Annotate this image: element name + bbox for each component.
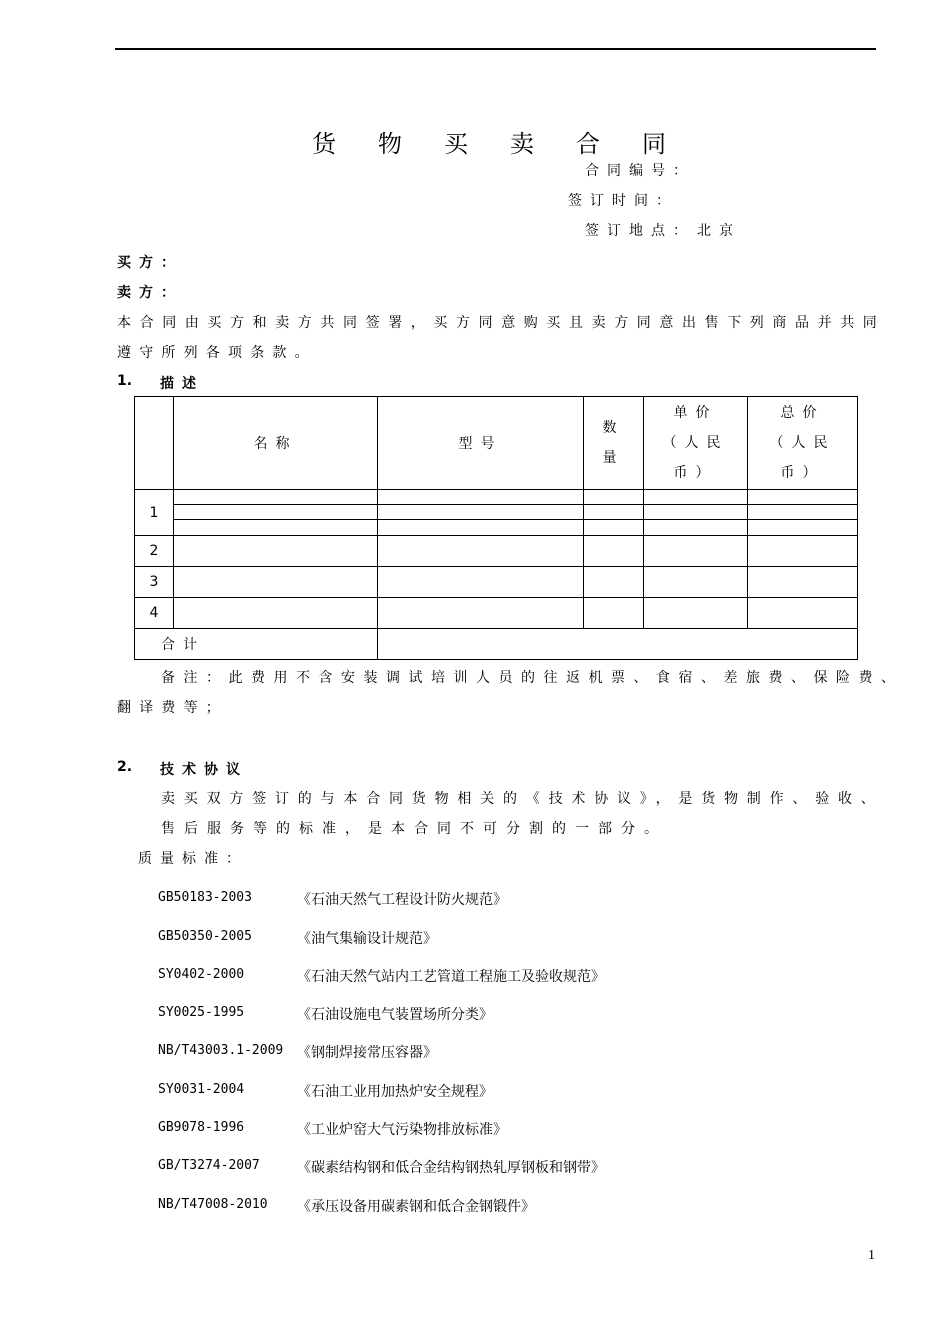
sign-place-label: 签订地点：: [585, 223, 695, 239]
row-index: 2: [135, 536, 174, 567]
table-row: [135, 520, 858, 536]
table-cell: [174, 520, 378, 536]
row-index: 1: [135, 490, 174, 536]
table-cell: [748, 567, 858, 598]
table-cell: [584, 490, 644, 505]
note-line-2: 翻译费等；: [117, 700, 228, 716]
header-total-price-line-2: （人民: [769, 435, 836, 451]
table-total-row: [135, 629, 858, 660]
sign-place-value: 北京: [697, 223, 741, 239]
header-unit-price: [644, 397, 748, 490]
section-1-heading: 描述: [160, 376, 204, 392]
table-row: [135, 536, 858, 567]
standard-code: GB50350-2005: [158, 929, 252, 944]
header-quantity: [584, 397, 644, 490]
table-row: [135, 598, 858, 629]
row-index: 3: [135, 567, 174, 598]
standard-code: SY0025-1995: [158, 1005, 245, 1020]
section-1-number: 1.: [117, 373, 133, 389]
header-unit-price-line-3: 币）: [673, 465, 718, 481]
section-2-heading: 技术协议: [160, 762, 248, 778]
table-cell: [644, 536, 748, 567]
table-cell: [584, 567, 644, 598]
table-cell: [748, 490, 858, 505]
seller-label: 卖方：: [117, 285, 183, 301]
standard-code: GB50183-2003: [158, 890, 252, 905]
standard-code: GB9078-1996: [158, 1120, 245, 1135]
table-cell: [174, 505, 378, 520]
header-quantity-line-2: 量: [602, 450, 625, 466]
table-row: [135, 490, 858, 505]
header-rule: [115, 48, 876, 50]
standard-name: 《钢制焊接常压容器》: [297, 1045, 437, 1061]
table-cell: [644, 505, 748, 520]
table-cell: [378, 520, 584, 536]
standard-name: 《承压设备用碳素钢和低合金钢锻件》: [297, 1199, 535, 1215]
quality-standards-label: 质量标准：: [138, 851, 248, 867]
table-cell: [174, 598, 378, 629]
total-label: 合计: [135, 629, 378, 660]
table-cell: [748, 598, 858, 629]
standard-name: 《工业炉窑大气污染物排放标准》: [297, 1122, 507, 1138]
standard-name: 《石油设施电气装置场所分类》: [297, 1007, 493, 1023]
table-row: [135, 567, 858, 598]
standard-code: SY0402-2000: [158, 967, 245, 982]
standard-name: 《石油工业用加热炉安全规程》: [297, 1084, 493, 1100]
table-cell: [748, 505, 858, 520]
tech-agreement-line-2: 售后服务等的标准，是本合同不可分割的一部分。: [161, 821, 667, 837]
header-index-cell: [135, 397, 174, 490]
table-cell: [644, 567, 748, 598]
total-value-cell: [378, 629, 858, 660]
tech-agreement-line-1: 卖买双方签订的与本合同货物相关的《技术协议》，是货物制作、验收、: [161, 791, 884, 807]
standard-name: 《石油天然气工程设计防火规范》: [297, 892, 507, 908]
contract-number-label: 合同编号：: [585, 163, 695, 179]
header-name: 名称: [174, 397, 378, 490]
standard-name: 《油气集输设计规范》: [297, 931, 437, 947]
table-cell: [584, 520, 644, 536]
standard-name: 《石油天然气站内工艺管道工程施工及验收规范》: [297, 969, 605, 985]
note-line-1: 备注：此费用不含安装调试培训人员的往返机票、食宿、差旅费、保险费、: [161, 670, 904, 686]
table-cell: [584, 536, 644, 567]
table-cell: [378, 598, 584, 629]
intro-line-2: 遵守所列各项条款。: [117, 345, 317, 361]
table-row: [135, 505, 858, 520]
standard-code: GB/T3274-2007: [158, 1158, 260, 1173]
table-header-row: [135, 397, 858, 490]
table-cell: [748, 536, 858, 567]
intro-line-1: 本合同由买方和卖方共同签署，买方同意购买且卖方同意出售下列商品并共同: [117, 315, 886, 331]
table-cell: [748, 520, 858, 536]
header-model: 型号: [378, 397, 584, 490]
header-unit-price-line-2: （人民: [662, 435, 729, 451]
header-total-price: [748, 397, 858, 490]
table-cell: [584, 505, 644, 520]
table-cell: [174, 536, 378, 567]
page-number: 1: [868, 1248, 875, 1263]
table-cell: [644, 598, 748, 629]
standard-code: SY0031-2004: [158, 1082, 245, 1097]
header-unit-price-line-1: 单价: [673, 405, 718, 421]
table-cell: [644, 520, 748, 536]
header-total-price-line-3: 币）: [780, 465, 825, 481]
goods-description-table: [134, 396, 858, 660]
standard-code: NB/T43003.1-2009: [158, 1043, 284, 1058]
table-cell: [378, 536, 584, 567]
document-title: 货物买卖合同: [312, 130, 708, 158]
table-cell: [378, 567, 584, 598]
table-cell: [584, 598, 644, 629]
sign-time-label: 签订时间：: [568, 193, 678, 209]
standard-name: 《碳素结构钢和低合金结构钢热轧厚钢板和钢带》: [297, 1160, 605, 1176]
header-quantity-line-1: 数: [602, 420, 625, 436]
table-cell: [378, 505, 584, 520]
table-cell: [378, 490, 584, 505]
table-cell: [174, 490, 378, 505]
table-cell: [174, 567, 378, 598]
header-total-price-line-1: 总价: [780, 405, 825, 421]
section-2-number: 2.: [117, 759, 133, 775]
standard-code: NB/T47008-2010: [158, 1197, 268, 1212]
table-cell: [644, 490, 748, 505]
row-index: 4: [135, 598, 174, 629]
buyer-label: 买方：: [117, 255, 183, 271]
